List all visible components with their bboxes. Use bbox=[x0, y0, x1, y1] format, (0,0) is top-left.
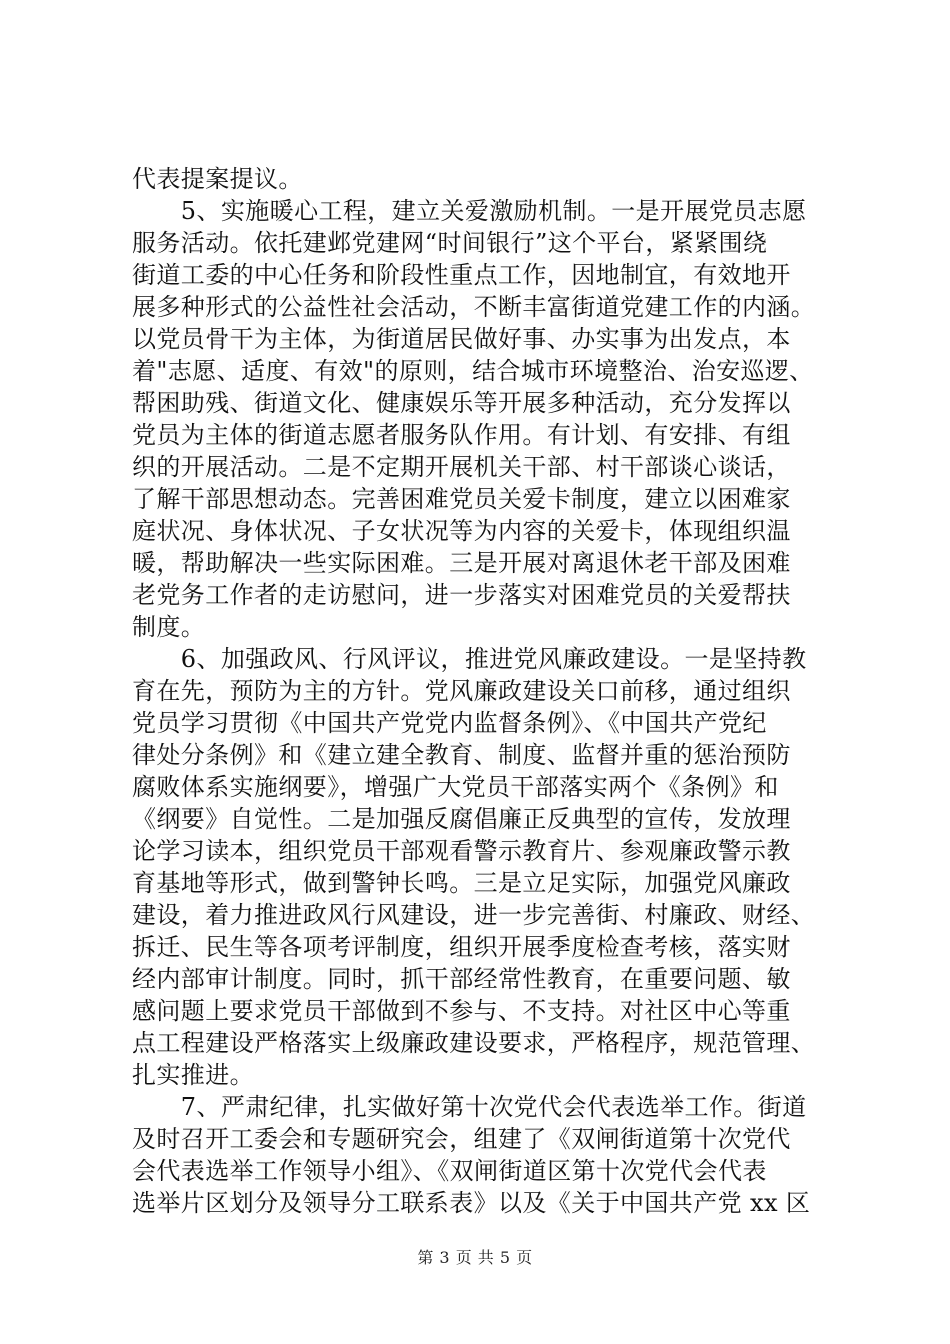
text-line: 《纲要》自觉性。二是加强反腐倡廉正反典型的宣传，发放理 bbox=[132, 805, 791, 833]
text-line: 党员为主体的街道志愿者服务队作用。有计划、有安排、有组 bbox=[132, 421, 791, 449]
text-line: 老党务工作者的走访慰问，进一步落实对困难党员的关爱帮扶 bbox=[132, 581, 791, 609]
text-line: 育在先，预防为主的方针。党风廉政建设关口前移，通过组织 bbox=[132, 677, 791, 705]
text-line: 帮困助残、街道文化、健康娱乐等开展多种活动，充分发挥以 bbox=[132, 389, 791, 417]
text-line: 论学习读本，组织党员干部观看警示教育片、参观廉政警示教 bbox=[132, 837, 791, 865]
text-line: 扎实推进。 bbox=[132, 1061, 254, 1089]
text-line: 6、加强政风、行风评议，推进党风廉政建设。一是坚持教 bbox=[132, 645, 807, 673]
text-line: 腐败体系实施纲要》，增强广大党员干部落实两个《条例》和 bbox=[132, 773, 779, 801]
text-line: 及时召开工委会和专题研究会，组建了《双闸街道第十次党代 bbox=[132, 1125, 791, 1153]
text-line: 庭状况、身体状况、子女状况等为内容的关爱卡，体现组织温 bbox=[132, 517, 791, 545]
text-line: 了解干部思想动态。完善困难党员关爱卡制度，建立以困难家 bbox=[132, 485, 791, 513]
text-line: 着"志愿、适度、有效"的原则，结合城市环境整治、治安巡逻、 bbox=[132, 357, 814, 385]
text-line: 7、严肃纪律，扎实做好第十次党代会代表选举工作。街道 bbox=[132, 1093, 807, 1121]
text-line: 党员学习贯彻《中国共产党党内监督条例》、《中国共产党纪 bbox=[132, 709, 767, 737]
text-line: 建设，着力推进政风行风建设，进一步完善街、村廉政、财经、 bbox=[132, 901, 816, 929]
text-line: 5、实施暖心工程，建立关爱激励机制。一是开展党员志愿 bbox=[132, 197, 807, 225]
text-line: 感问题上要求党员干部做到不参与、不支持。对社区中心等重 bbox=[132, 997, 791, 1025]
text-line: 育基地等形式，做到警钟长鸣。三是立足实际，加强党风廉政 bbox=[132, 869, 791, 897]
text-line: 律处分条例》和《建立建全教育、制度、监督并重的惩治预防 bbox=[132, 741, 791, 769]
text-line: 点工程建设严格落实上级廉政建设要求，严格程序，规范管理、 bbox=[132, 1029, 816, 1057]
text-line: 织的开展活动。二是不定期开展机关干部、村干部谈心谈话， bbox=[132, 453, 791, 481]
text-line: 选举片区划分及领导分工联系表》以及《关于中国共产党 xx 区 bbox=[132, 1189, 811, 1217]
text-line: 拆迁、民生等各项考评制度，组织开展季度检查考核，落实财 bbox=[132, 933, 791, 961]
text-line: 暖，帮助解决一些实际困难。三是开展对离退休老干部及困难 bbox=[132, 549, 791, 577]
text-line: 街道工委的中心任务和阶段性重点工作，因地制宜，有效地开 bbox=[132, 261, 791, 289]
text-line: 经内部审计制度。同时，抓干部经常性教育，在重要问题、敏 bbox=[132, 965, 791, 993]
text-line: 服务活动。依托建邺党建网“时间银行”这个平台，紧紧围绕 bbox=[132, 229, 768, 257]
text-line: 代表提案提议。 bbox=[132, 165, 303, 193]
text-line: 制度。 bbox=[132, 613, 206, 641]
page-footer: 第 3 页 共 5 页 bbox=[417, 1248, 533, 1267]
text-line: 以党员骨干为主体，为街道居民做好事、办实事为出发点，本 bbox=[132, 325, 791, 353]
text-line: 展多种形式的公益性社会活动，不断丰富街道党建工作的内涵。 bbox=[132, 293, 816, 321]
text-line: 会代表选举工作领导小组》、《双闸街道区第十次党代会代表 bbox=[132, 1157, 767, 1185]
